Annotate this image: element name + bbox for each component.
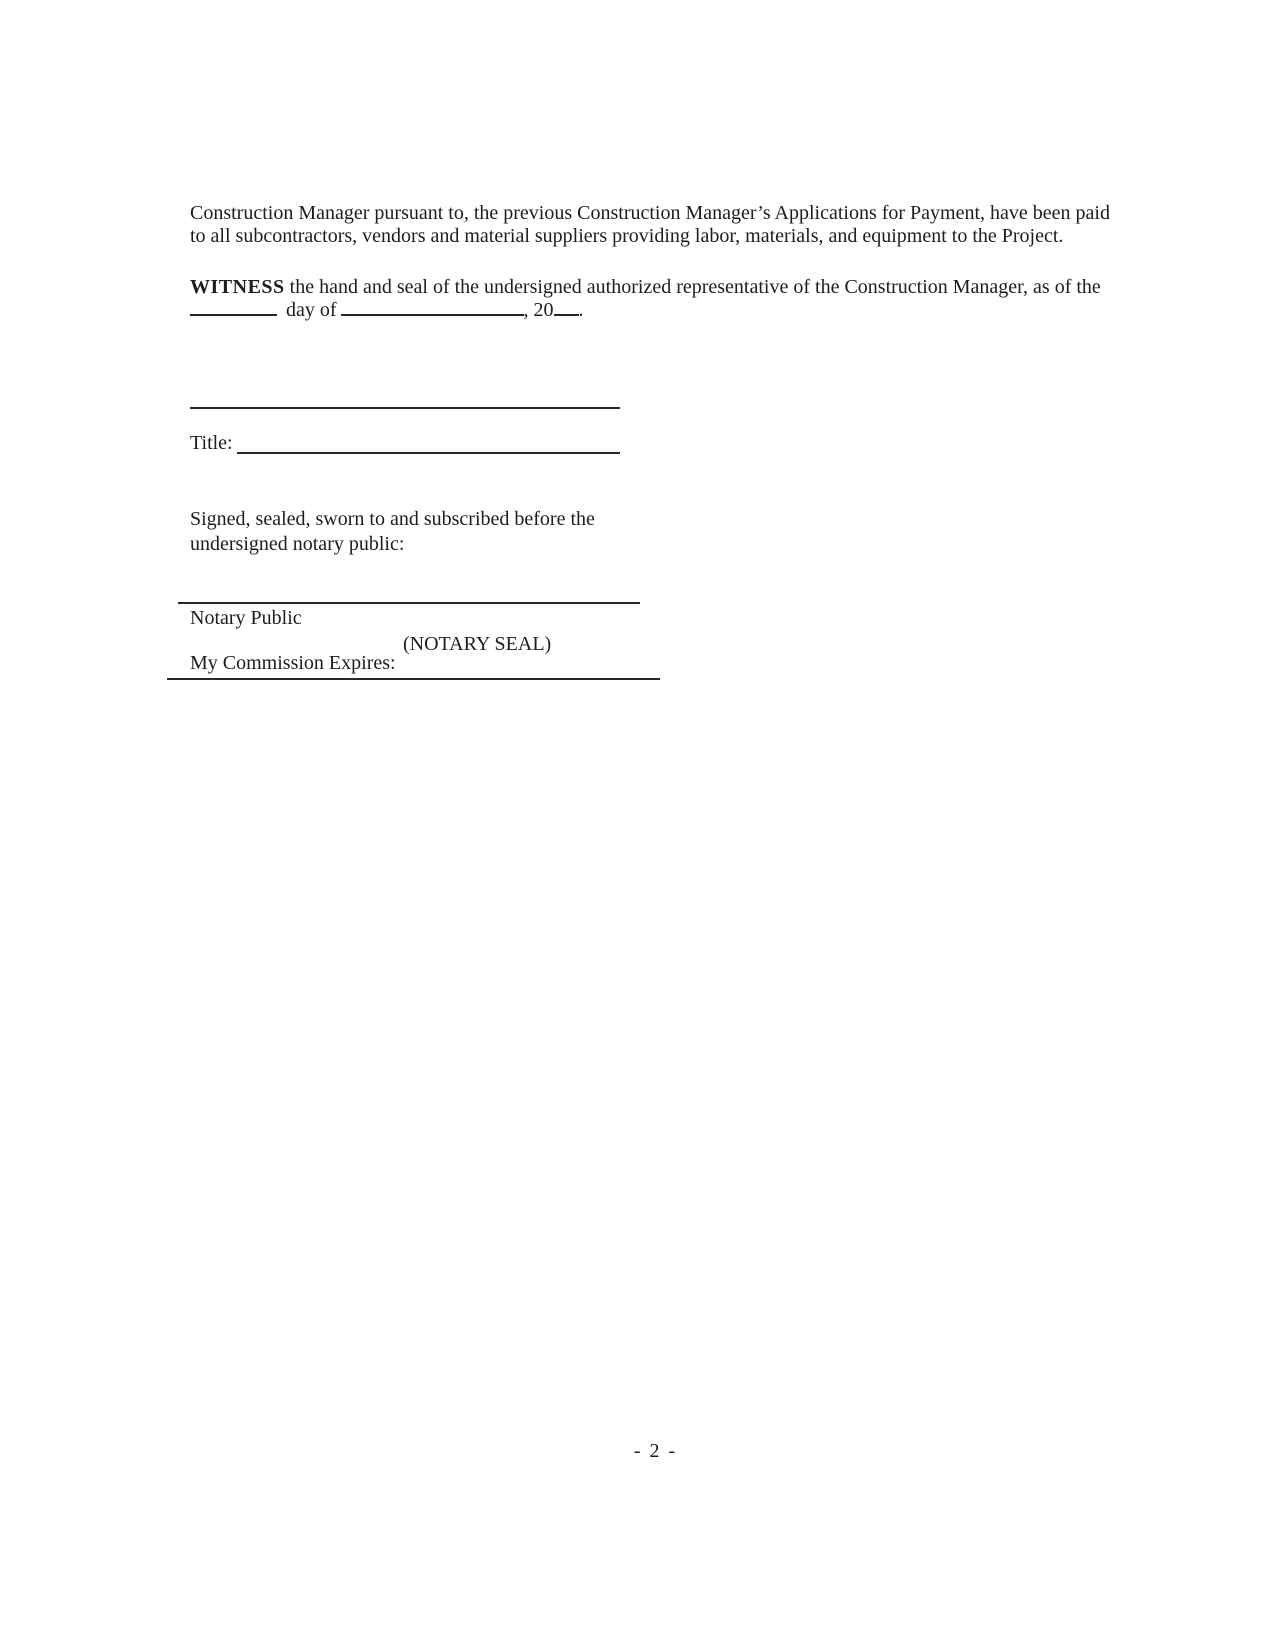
witness-line-1 [190, 276, 1110, 299]
title-blank-field [237, 452, 620, 454]
notary-intro-line: Signed, sealed, sworn to and subscribed before the [190, 508, 595, 530]
notary-intro [190, 507, 1110, 557]
signature-line [190, 407, 620, 409]
paragraph-line: to all subcontractors, vendors and material suppliers providing labor, materials, and equipment to the Project. [190, 225, 1064, 247]
commission-expiry-row [167, 652, 660, 680]
day-blank-field [190, 300, 277, 316]
month-blank-field [341, 300, 524, 316]
day-of-label: day of [286, 299, 337, 321]
witness-text: the hand and seal of the undersigned authorized representative of the Construction Manager, as of the [284, 276, 1101, 298]
witness-clause [190, 276, 1110, 322]
title-label: Title: [190, 432, 233, 454]
year-prefix-label: , 20 [523, 299, 554, 321]
page-number: - 2 - [633, 1440, 678, 1462]
commission-expires-label: My Commission Expires: [190, 652, 396, 674]
notary-public-label: Notary Public [190, 607, 302, 629]
paragraph-line: Construction Manager pursuant to, the previous Construction Manager’s Applications for Payment, have been paid [190, 202, 1110, 224]
witness-keyword: WITNESS [190, 276, 285, 298]
notary-intro-line: undersigned notary public: [190, 533, 405, 555]
sentence-period: . [578, 299, 584, 321]
year-blank-field [554, 300, 579, 316]
notary-seal-label: (NOTARY SEAL) [403, 633, 552, 655]
witness-line-2 [190, 299, 1110, 322]
notary-signature-line [178, 602, 640, 604]
payment-paragraph [190, 202, 1110, 248]
